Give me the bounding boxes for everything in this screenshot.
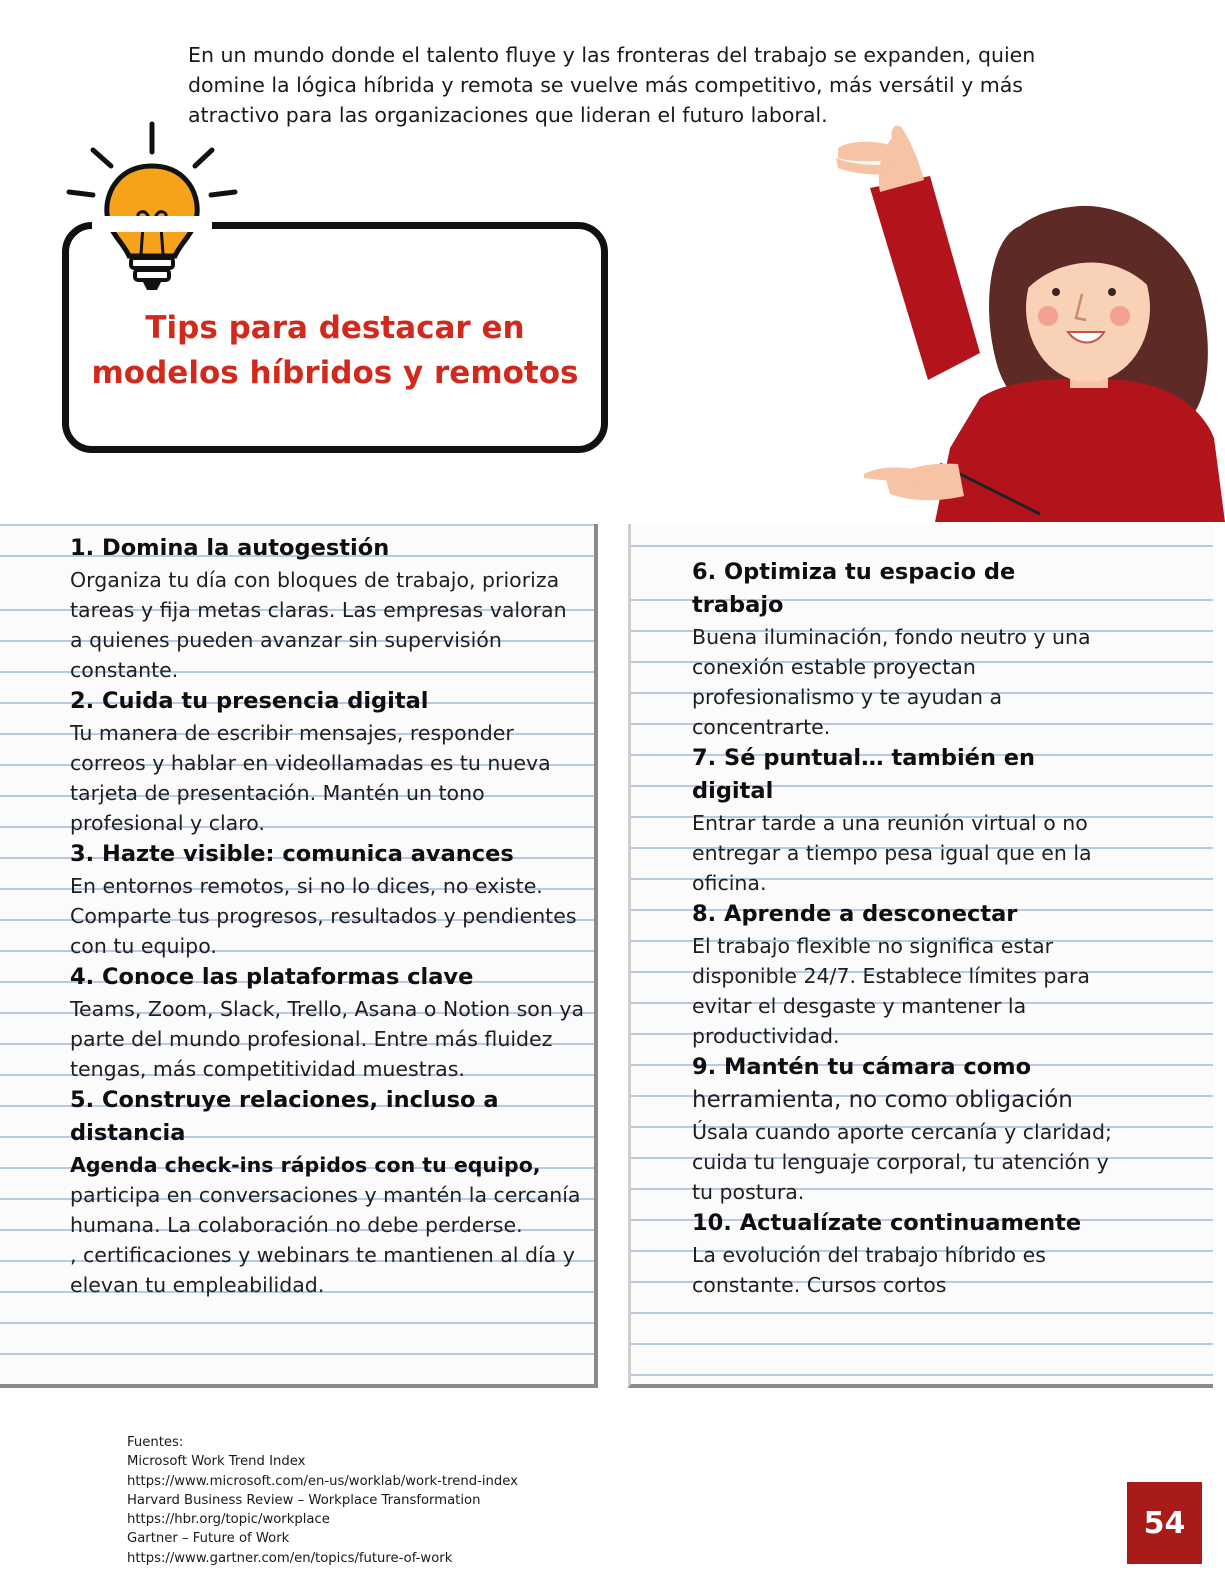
tip-heading: 6. Optimiza tu espacio de trabajo <box>692 559 1016 618</box>
source-link[interactable]: https://hbr.org/topic/workplace <box>127 1512 330 1528</box>
tip-heading: 8. Aprende a desconectar <box>692 901 1018 927</box>
tip-body: Buena iluminación, fondo neutro y una conexión estable proyectan profesionalismo y te ayudan a concentrarte. <box>692 625 1091 739</box>
tip-item <box>70 838 585 961</box>
sources-label: Fuentes: <box>127 1435 184 1450</box>
tips-list-right <box>692 556 1112 1300</box>
source-name: Microsoft Work Trend Index <box>127 1454 306 1470</box>
tip-item <box>692 1207 1112 1300</box>
tip-heading: 2. Cuida tu presencia digital <box>70 688 429 714</box>
tip-heading: 3. Hazte visible: comunica avances <box>70 841 514 867</box>
tip-body: Tu manera de escribir mensajes, responder correos y hablar en videollamadas es tu nueva tarjeta de presentación. Mantén un tono profesional y claro. <box>70 721 551 835</box>
sources-block <box>127 1433 647 1568</box>
tip-body: Organiza tu día con bloques de trabajo, prioriza tareas y fija metas claras. Las empresas valoran a quienes pueden avanzar sin supervisión constante. <box>70 568 567 682</box>
tip-body-extra: , certificaciones y webinars te mantienen al día y elevan tu empleabilidad. <box>70 1243 575 1297</box>
tip-heading: 7. Sé puntual… también en digital <box>692 745 1036 804</box>
tip-heading: 4. Conoce las plataformas clave <box>70 964 474 990</box>
tip-heading: 10. Actualízate continuamente <box>692 1210 1082 1236</box>
tip-heading: 1. Domina la autogestión <box>70 535 390 561</box>
tip-heading-continuation: herramienta, no como obligación <box>692 1087 1073 1113</box>
source-name: Harvard Business Review – Workplace Transformation <box>127 1492 481 1508</box>
tip-body: El trabajo flexible no significa estar disponible 24/7. Establece límites para evitar el desgaste y mantener la productividad. <box>692 934 1090 1048</box>
tip-body: Entrar tarde a una reunión virtual o no entregar a tiempo pesa igual que en la oficina. <box>692 811 1092 895</box>
tip-heading: 5. Construye relaciones, incluso a distancia <box>70 1087 499 1146</box>
page-number-badge: 54 <box>1127 1482 1202 1564</box>
tip-item <box>692 1051 1112 1207</box>
tip-item <box>70 532 585 685</box>
tip-body: Úsala cuando aporte cercanía y claridad; cuida tu lenguaje corporal, tu atención y tu postura. <box>692 1120 1112 1204</box>
tip-item <box>692 556 1112 742</box>
tip-item <box>692 742 1112 898</box>
tip-body: participa en conversaciones y mantén la cercanía humana. La colaboración no debe perderse. <box>70 1183 581 1237</box>
tips-list-left <box>70 532 585 1300</box>
tip-body: En entornos remotos, si no lo dices, no existe. Comparte tus progresos, resultados y pendientes con tu equipo. <box>70 874 577 958</box>
tip-item <box>70 1084 585 1300</box>
intro-paragraph: En un mundo donde el talento fluye y las fronteras del trabajo se expanden, quien domine la lógica híbrida y remota se vuelve más competitivo, más versátil y más atractivo para las organizaciones que lideran el futuro laboral. <box>188 43 1036 127</box>
tip-body-bold-lead: Agenda check-ins rápidos con tu equipo, <box>70 1153 541 1177</box>
title-line-2: modelos híbridos y remotos <box>91 355 579 391</box>
tip-item <box>70 961 585 1084</box>
source-link[interactable]: https://www.microsoft.com/en-us/worklab/work-trend-index <box>127 1473 518 1489</box>
title-frame-gap <box>92 216 212 232</box>
source-link[interactable]: https://www.gartner.com/en/topics/future-of-work <box>127 1550 453 1566</box>
tip-heading: 9. Mantén tu cámara como <box>692 1054 1032 1080</box>
source-name: Gartner – Future of Work <box>127 1531 290 1547</box>
tip-body: La evolución del trabajo híbrido es constante. Cursos cortos <box>692 1243 1046 1297</box>
page-title <box>62 306 608 396</box>
title-line-1: Tips para destacar en <box>145 310 525 346</box>
woman-illustration <box>830 118 1225 522</box>
tip-item <box>692 898 1112 1051</box>
tip-item <box>70 685 585 838</box>
tip-body: Teams, Zoom, Slack, Trello, Asana o Notion son ya parte del mundo profesional. Entre más fluidez tengas, más competitividad muestras. <box>70 997 585 1081</box>
